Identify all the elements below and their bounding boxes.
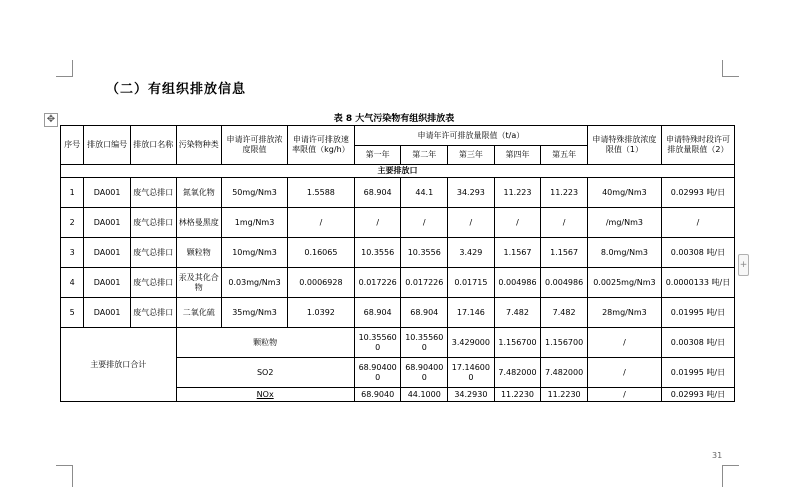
- cell-rate: /: [287, 208, 354, 238]
- cell-year-2: 0.017226: [401, 268, 448, 298]
- header-pollutant: 污染物种类: [176, 126, 222, 165]
- cell-special-period: 0.00308 吨/日: [661, 238, 734, 268]
- header-year-4: 第四年: [494, 146, 541, 165]
- cell-special-conc: 0.0025mg/Nm3: [587, 268, 661, 298]
- summary-year-1: 10.355600: [354, 328, 401, 358]
- cell-pollutant: 颗粒物: [176, 238, 222, 268]
- crop-mark-bottom-left: [56, 465, 73, 487]
- table-row: [61, 298, 735, 328]
- cell-year-1: 68.904: [354, 298, 401, 328]
- header-year-5: 第五年: [541, 146, 588, 165]
- header-outlet-no: 排放口编号: [84, 126, 131, 165]
- summary-year-2: 10.355600: [401, 328, 448, 358]
- summary-special-conc: /: [587, 328, 661, 358]
- cell-year-1: 68.904: [354, 178, 401, 208]
- summary-year-2: 68.904000: [401, 358, 448, 388]
- cell-year-4: 1.1567: [494, 238, 541, 268]
- cell-rate: 1.0392: [287, 298, 354, 328]
- cell-rate: 1.5588: [287, 178, 354, 208]
- cell-outlet-no: DA001: [84, 268, 131, 298]
- header-year-1: 第一年: [354, 146, 401, 165]
- cell-seq: 4: [61, 268, 84, 298]
- cell-year-3: /: [448, 208, 495, 238]
- page-number: 31: [712, 451, 723, 460]
- cell-outlet-name: 废气总排口: [130, 298, 176, 328]
- plus-icon[interactable]: +: [738, 254, 749, 276]
- cell-special-period: 0.02993 吨/日: [661, 178, 734, 208]
- cell-rate: 0.16065: [287, 238, 354, 268]
- cell-year-5: 11.223: [541, 178, 588, 208]
- cell-special-conc: 28mg/Nm3: [587, 298, 661, 328]
- cell-special-period: /: [661, 208, 734, 238]
- cell-pollutant: 氮氧化物: [176, 178, 222, 208]
- summary-special-period: 0.02993 吨/日: [661, 388, 734, 402]
- summary-label: 主要排放口合计: [61, 328, 177, 402]
- header-year-3: 第三年: [448, 146, 495, 165]
- header-outlet-name: 排放口名称: [130, 126, 176, 165]
- summary-special-conc: /: [587, 358, 661, 388]
- cell-outlet-name: 废气总排口: [130, 208, 176, 238]
- cell-pollutant: 林格曼黑度: [176, 208, 222, 238]
- summary-pollutant: NOx: [176, 388, 354, 402]
- summary-year-5: 11.2230: [541, 388, 588, 402]
- emissions-table: [60, 125, 735, 402]
- cell-year-3: 3.429: [448, 238, 495, 268]
- cell-year-1: /: [354, 208, 401, 238]
- table-row: [61, 268, 735, 298]
- cell-year-4: 7.482: [494, 298, 541, 328]
- table-row: [61, 208, 735, 238]
- cell-year-5: 7.482: [541, 298, 588, 328]
- table-caption: 表 8 大气污染物有组织排放表: [333, 114, 455, 124]
- cell-year-3: 17.146: [448, 298, 495, 328]
- summary-special-conc: /: [587, 388, 661, 402]
- cell-outlet-name: 废气总排口: [130, 268, 176, 298]
- cell-seq: 2: [61, 208, 84, 238]
- cell-year-2: 44.1: [401, 178, 448, 208]
- summary-year-2: 44.1000: [401, 388, 448, 402]
- summary-year-3: 17.146000: [448, 358, 495, 388]
- cell-pollutant: 汞及其化合物: [176, 268, 222, 298]
- cell-year-5: /: [541, 208, 588, 238]
- summary-pollutant: SO2: [176, 358, 354, 388]
- cell-year-2: /: [401, 208, 448, 238]
- summary-year-3: 34.2930: [448, 388, 495, 402]
- move-arrows-icon[interactable]: ✥: [44, 113, 58, 127]
- summary-year-5: 7.482000: [541, 358, 588, 388]
- cell-seq: 5: [61, 298, 84, 328]
- cell-outlet-name: 废气总排口: [130, 238, 176, 268]
- section-heading: （二）有组织排放信息: [106, 82, 247, 97]
- header-seq: 序号: [61, 126, 84, 165]
- header-special-conc: 申请特殊排放浓度限值（1）: [587, 126, 661, 165]
- cell-seq: 3: [61, 238, 84, 268]
- summary-year-4: 11.2230: [494, 388, 541, 402]
- crop-mark-top-right: [722, 60, 739, 77]
- cell-special-conc: /mg/Nm3: [587, 208, 661, 238]
- cell-year-2: 10.3556: [401, 238, 448, 268]
- cell-outlet-no: DA001: [84, 298, 131, 328]
- cell-year-5: 0.004986: [541, 268, 588, 298]
- cell-conc: 35mg/Nm3: [222, 298, 288, 328]
- cell-year-1: 10.3556: [354, 238, 401, 268]
- cell-year-1: 0.017226: [354, 268, 401, 298]
- summary-row: [61, 328, 735, 358]
- cell-year-4: 11.223: [494, 178, 541, 208]
- cell-pollutant: 二氧化硫: [176, 298, 222, 328]
- cell-year-4: /: [494, 208, 541, 238]
- summary-year-3: 3.429000: [448, 328, 495, 358]
- cell-special-period: 0.0000133 吨/日: [661, 268, 734, 298]
- cell-rate: 0.0006928: [287, 268, 354, 298]
- header-year-2: 第二年: [401, 146, 448, 165]
- cell-conc: 1mg/Nm3: [222, 208, 288, 238]
- cell-conc: 10mg/Nm3: [222, 238, 288, 268]
- cell-year-2: 68.904: [401, 298, 448, 328]
- cell-special-conc: 40mg/Nm3: [587, 178, 661, 208]
- header-annual-group: 申请年许可排放量限值（t/a）: [354, 126, 587, 146]
- summary-year-1: 68.904000: [354, 358, 401, 388]
- header-rate-limit: 申请许可排放速率限值（kg/h）: [287, 126, 354, 165]
- table-row: [61, 238, 735, 268]
- cell-conc: 50mg/Nm3: [222, 178, 288, 208]
- summary-pollutant: 颗粒物: [176, 328, 354, 358]
- summary-year-4: 1.156700: [494, 328, 541, 358]
- crop-mark-bottom-right: [722, 465, 739, 487]
- header-special-period: 申请特殊时段许可排放量限值（2）: [661, 126, 734, 165]
- cell-year-3: 34.293: [448, 178, 495, 208]
- crop-mark-top-left: [56, 60, 73, 77]
- cell-year-4: 0.004986: [494, 268, 541, 298]
- section-title: 主要排放口: [61, 165, 735, 178]
- cell-year-5: 1.1567: [541, 238, 588, 268]
- summary-special-period: 0.00308 吨/日: [661, 328, 734, 358]
- summary-year-5: 1.156700: [541, 328, 588, 358]
- summary-year-4: 7.482000: [494, 358, 541, 388]
- summary-special-period: 0.01995 吨/日: [661, 358, 734, 388]
- cell-seq: 1: [61, 178, 84, 208]
- cell-year-3: 0.01715: [448, 268, 495, 298]
- summary-year-1: 68.9040: [354, 388, 401, 402]
- cell-special-period: 0.01995 吨/日: [661, 298, 734, 328]
- header-conc-limit: 申请许可排放浓度限值: [222, 126, 288, 165]
- cell-outlet-name: 废气总排口: [130, 178, 176, 208]
- cell-conc: 0.03mg/Nm3: [222, 268, 288, 298]
- cell-outlet-no: DA001: [84, 178, 131, 208]
- cell-special-conc: 8.0mg/Nm3: [587, 238, 661, 268]
- cell-outlet-no: DA001: [84, 208, 131, 238]
- cell-outlet-no: DA001: [84, 238, 131, 268]
- table-row: [61, 178, 735, 208]
